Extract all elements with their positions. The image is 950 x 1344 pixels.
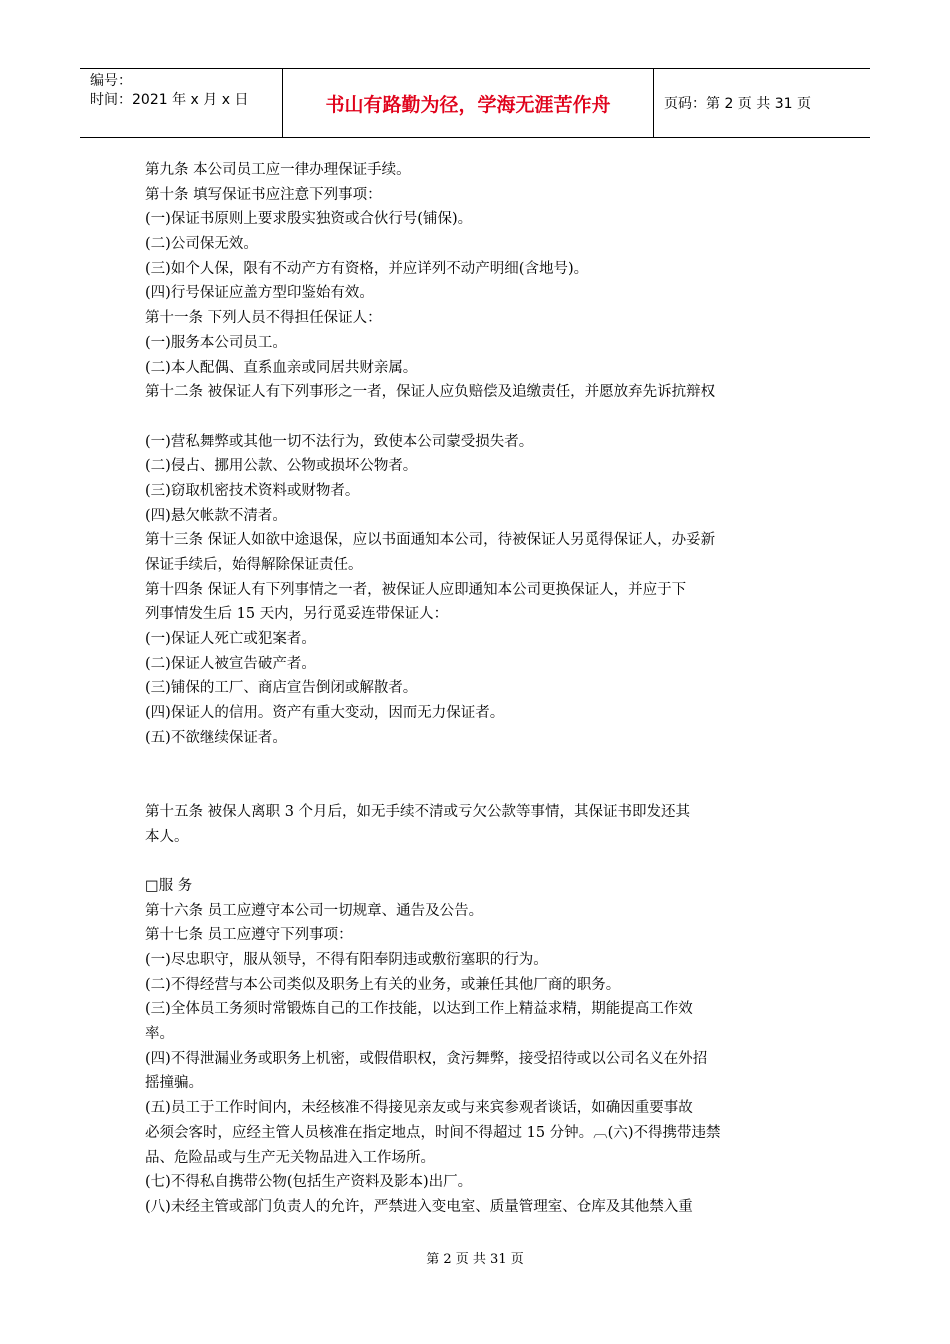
text-line: (三)全体员工务须时常锻炼自己的工作技能，以达到工作上精益求精，期能提高工作效 xyxy=(145,1001,693,1018)
text-line: (二)保证人被宣告破产者。 xyxy=(145,655,316,672)
document-date-label: 时间：2021 年 x 月 x 日 xyxy=(90,92,249,108)
header-motto: 书山有路勤为径，学海无涯苦作舟 xyxy=(283,69,654,137)
text-line: 本人。 xyxy=(145,828,189,845)
text-line: (二)不得经营与本公司类似及职务上有关的业务，或兼任其他厂商的职务。 xyxy=(145,976,621,993)
text-line: (五)不欲继续保证者。 xyxy=(145,729,287,746)
text-line: (三)铺保的工厂、商店宣告倒闭或解散者。 xyxy=(145,680,418,697)
text-line: (一)保证书原则上要求殷实独资或合伙行号(铺保)。 xyxy=(145,211,473,228)
text-line: (五)员工于工作时间内，未经核准不得接见亲友或与来宾参观者谈话，如确因重要事故 xyxy=(145,1100,693,1117)
document-body xyxy=(145,158,825,1220)
header-meta xyxy=(80,69,283,137)
text-line: (三)窃取机密技术资料或财物者。 xyxy=(145,482,360,499)
header-page-number: 页码：第 2 页 共 31 页 xyxy=(664,96,811,112)
document-number-label: 编号： xyxy=(90,73,132,89)
text-line: 必须会客时，应经主管人员核准在指定地点，时间不得超过 15 分钟。︹(六)不得携带违禁 xyxy=(145,1124,721,1141)
text-line: □服 务 xyxy=(145,877,193,894)
text-line: 保证手续后，始得解除保证责任。 xyxy=(145,557,363,573)
text-line: (一)营私舞弊或其他一切不法行为，致使本公司蒙受损失者。 xyxy=(145,433,534,450)
text-line: (二)侵占、挪用公款、公物或损坏公物者。 xyxy=(145,458,418,475)
text-line: (四)不得泄漏业务或职务上机密，或假借职权，贪污舞弊，接受招待或以公司名义在外招 xyxy=(145,1050,708,1067)
text-line: 第十六条 员工应遵守本公司一切规章、通告及公告。 xyxy=(145,902,484,919)
blank-line xyxy=(145,775,825,800)
text-line: (一)尽忠职守，服从领导，不得有阳奉阴违或敷衍塞职的行为。 xyxy=(145,952,548,968)
text-line: 第十条 填写保证书应注意下列事项： xyxy=(145,186,382,203)
text-line: (四)行号保证应盖方型印鉴始有效。 xyxy=(145,285,374,302)
text-line: 第十三条 保证人如欲中途退保，应以书面通知本公司，待被保证人另觅得保证人，办妥新 xyxy=(145,532,716,549)
text-line: 第十五条 被保人离职 3 个月后，如无手续不清或亏欠公款等事情，其保证书即发还其 xyxy=(145,803,691,820)
text-line: 列事情发生后 15 天内，另行觅妥连带保证人： xyxy=(145,606,449,623)
text-line: (四)悬欠帐款不清者。 xyxy=(145,507,287,524)
text-line: (一)服务本公司员工。 xyxy=(145,334,287,351)
text-line: (二)本人配偶、直系血亲或同居共财亲属。 xyxy=(145,359,418,376)
text-line: (二)公司保无效。 xyxy=(145,236,258,253)
text-line: (八)未经主管或部门负责人的允许，严禁进入变电室、质量管理室、仓库及其他禁入重 xyxy=(145,1198,693,1215)
text-line: (三)如个人保，限有不动产方有资格，并应详列不动产明细(含地号)。 xyxy=(145,260,589,277)
page-footer: 第 2 页 共 31 页 xyxy=(426,1252,524,1267)
text-line: 摇撞骗。 xyxy=(145,1075,203,1092)
text-line: (一)保证人死亡或犯案者。 xyxy=(145,631,316,648)
text-line: 率。 xyxy=(145,1026,174,1043)
text-line: (四)保证人的信用。资产有重大变动，因而无力保证者。 xyxy=(145,705,505,722)
blank-line xyxy=(145,849,825,874)
blank-line xyxy=(145,751,825,776)
text-line: 第十一条 下列人员不得担任保证人： xyxy=(145,310,382,327)
blank-line xyxy=(145,405,825,430)
text-line: 第九条 本公司员工应一律办理保证手续。 xyxy=(145,162,411,178)
text-line: 第十七条 员工应遵守下列事项： xyxy=(145,927,353,944)
text-line: 第十四条 保证人有下列事情之一者，被保证人应即通知本公司更换保证人，并应于下 xyxy=(145,581,687,598)
text-line: 品、危险品或与生产无关物品进入工作场所。 xyxy=(145,1149,435,1166)
text-line: 第十二条 被保证人有下列事形之一者，保证人应负赔偿及追缴责任，并愿放弃先诉抗辩权 xyxy=(145,384,716,401)
page-header xyxy=(80,68,870,138)
text-line: (七)不得私自携带公物(包括生产资料及影本)出厂。 xyxy=(145,1174,473,1191)
